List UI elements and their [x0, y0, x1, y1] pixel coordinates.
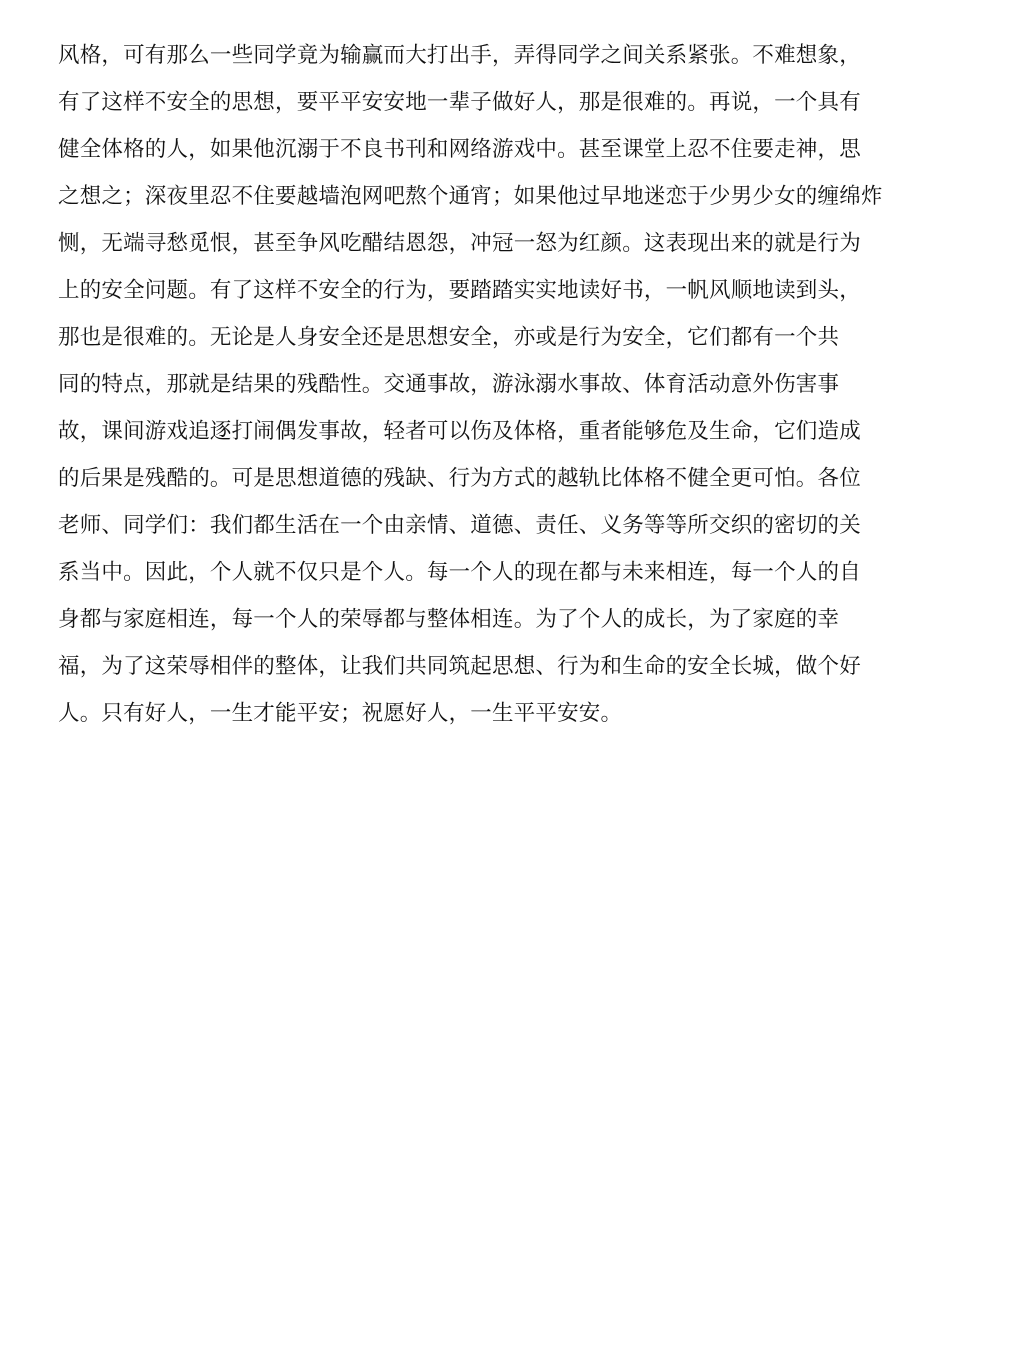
text-line: 恻，无端寻愁觅恨，甚至争风吃醋结恩怨，冲冠一怒为红颜。这表现出来的就是行为 [58, 231, 861, 256]
text-line: 人。只有好人，一生才能平安；祝愿好人，一生平平安安。 [58, 701, 623, 726]
text-line: 有了这样不安全的思想，要平平安安地一辈子做好人，那是很难的。再说，一个具有 [58, 90, 861, 115]
text-line: 福，为了这荣辱相伴的整体，让我们共同筑起思想、行为和生命的安全长城，做个好 [58, 654, 861, 679]
text-line: 风格，可有那么一些同学竟为输赢而大打出手，弄得同学之间关系紧张。不难想象， [58, 43, 861, 68]
text-line: 的后果是残酷的。可是思想道德的残缺、行为方式的越轨比体格不健全更可怕。各位 [58, 466, 861, 491]
text-line: 之想之；深夜里忍不住要越墙泡网吧熬个通宵；如果他过早地迷恋于少男少女的缠绵炸 [58, 184, 883, 209]
text-line: 老师、同学们：我们都生活在一个由亲情、道德、责任、义务等等所交织的密切的关 [58, 513, 861, 538]
text-line: 上的安全问题。有了这样不安全的行为，要踏踏实实地读好书，一帆风顺地读到头， [58, 278, 861, 303]
text-line: 身都与家庭相连，每一个人的荣辱都与整体相连。为了个人的成长，为了家庭的幸 [58, 607, 840, 632]
text-line: 那也是很难的。无论是人身安全还是思想安全，亦或是行为安全，它们都有一个共 [58, 325, 840, 350]
body-text [58, 32, 958, 737]
text-line: 同的特点，那就是结果的残酷性。交通事故，游泳溺水事故、体育活动意外伤害事 [58, 372, 840, 397]
text-line: 系当中。因此，个人就不仅只是个人。每一个人的现在都与未来相连，每一个人的自 [58, 560, 861, 585]
text-line: 健全体格的人，如果他沉溺于不良书刊和网络游戏中。甚至课堂上忍不住要走神，思 [58, 137, 861, 162]
text-line: 故，课间游戏追逐打闹偶发事故，轻者可以伤及体格，重者能够危及生命，它们造成 [58, 419, 861, 444]
